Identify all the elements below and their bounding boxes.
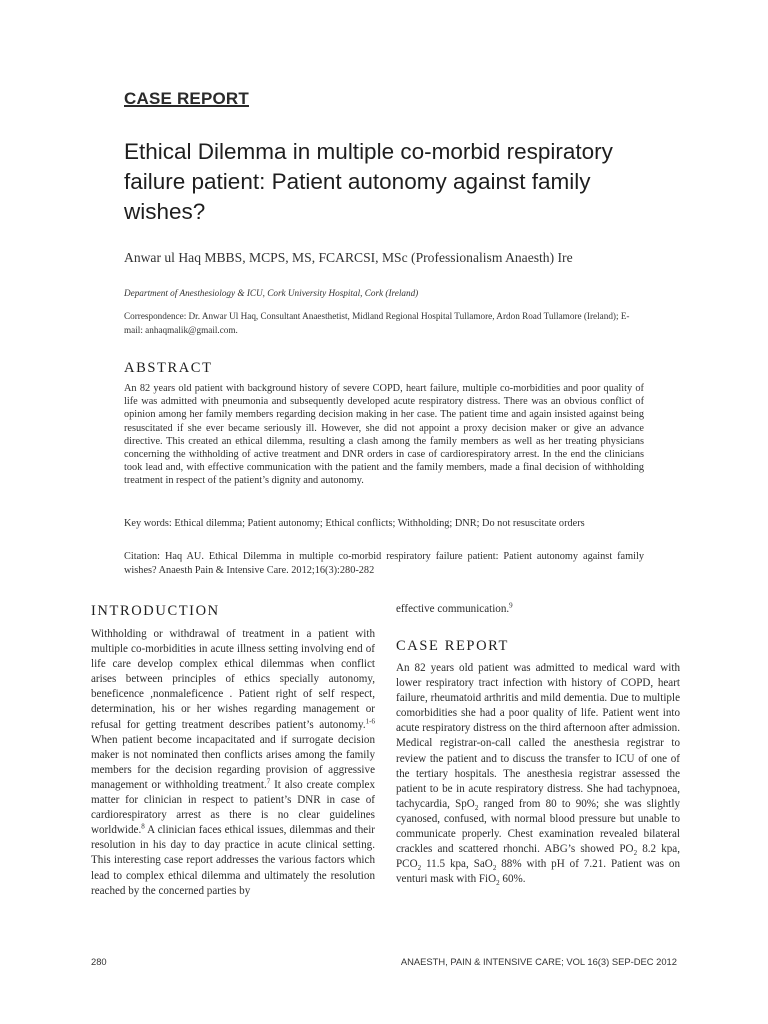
citation: Citation: Haq AU. Ethical Dilemma in multiple co-morbid respiratory failure patient: Patient autonomy against family wishes? Anaesth Pain & Intensive Care. 2012;16(3):280-282 — [124, 551, 644, 576]
introduction-continuation — [396, 602, 680, 617]
abstract-heading: ABSTRACT — [124, 360, 213, 376]
intro-ref-c: 8 — [141, 822, 145, 831]
journal-footer: ANAESTH, PAIN & INTENSIVE CARE; VOL 16(3) SEP-DEC 2012 — [400, 956, 677, 967]
article-type-label: CASE REPORT — [124, 89, 249, 108]
article-title: Ethical Dilemma in multiple co-morbid respiratory failure patient: Patient autonomy against family wishes? — [124, 139, 613, 224]
case-text-c: 8.2 kpa, PCO — [396, 843, 680, 871]
case-text-f: 60%. — [499, 873, 526, 886]
abstract-body — [124, 382, 644, 488]
intro-text-a: Withholding or withdrawal of treatment in a patient with multiple co-morbidities in acute illness setting involving end of life care develop complex ethical dilemmas when conflict arises between principles of ethics specially autonomy, beneficence ,nonmaleficence . Patient right of self respect, determination, his or her wishes regarding management or refusal for getting treatment describes patient’s autonomy. — [91, 628, 375, 731]
department-affiliation: Department of Anesthesiology & ICU, Cork University Hospital, Cork (Ireland) — [124, 288, 419, 298]
intro-ref-a: 1-6 — [365, 716, 375, 725]
intro-text-c: It also create complex matter for clinician in respect to patient’s DNR in case of cardiorespiratory arrest as there is no clear guidelines worldwide. — [91, 778, 375, 837]
case-text-d: 11.5 kpa, SaO — [421, 858, 493, 871]
subscript-2: 2 — [492, 864, 497, 873]
case-report-paragraph — [396, 661, 680, 887]
abstract-text: An 82 years old patient with background history of severe COPD, heart failure, multiple co-morbidities and poor quality of life was admitted with pneumonia and subsequently developed acute respiratory distress. There was an obvious conflict of opinion among her family members regarding decision making in her case. The patient time and again insisted against being resuscitated if she ever became seriously ill. However, she did not appoint a proxy decision maker or give an advance directive. This created an ethical dilemma, resulting a clash among the family members as well as her treating physicians concerning the withholding of active treatment and DNR orders in case of cardiorespiratory arrest. In the end the clinicians took lead and, with effective communication with the patient and the family members, made a final decision of withholding treatment in respect of the patient’s dignity and autonomy. — [124, 383, 644, 487]
introduction-heading: INTRODUCTION — [91, 603, 220, 619]
keywords: Key words: Ethical dilemma; Patient autonomy; Ethical conflicts; Withholding; DNR; Do not resuscitate orders — [124, 518, 585, 529]
correspondence: Correspondence: Dr. Anwar Ul Haq, Consultant Anaesthetist, Midland Regional Hospital Tullamore, Ardon Road Tullamore (Ireland); E-mail: anhaqmalik@gmail.com. — [124, 311, 630, 335]
author-line: Anwar ul Haq MBBS, MCPS, MS, FCARCSI, MSc (Professionalism Anaesth) Ire — [124, 250, 573, 265]
case-text-a: An 82 years old patient was admitted to medical ward with lower respiratory tract infection with history of COPD, heart failure, rheumatoid arthritis and mild dementia. Due to multiple comorbidities she had a poor quality of life. Patient went into acute respiratory distress on the third afternoon after admission. Medical registrar-on-call called the anesthesia registrar to review the patient and to discuss the transfer to ICU of one of the tertiary hospitals. The anesthesia registrar assessed the patient to be in acute respiratory distress. She had tachypnoea, tachycardia, SpO — [396, 662, 680, 810]
introduction-body — [91, 627, 375, 899]
intro-text-d: A clinician faces ethical issues, dilemmas and their resolution in his day to day practice in acute clinical setting. This interesting case report addresses the various factors which lead to complex ethical dilemma and ultimately the resolution reached by the concerned parties by — [91, 824, 375, 897]
intro-continuation-text: effective communication. — [396, 603, 510, 615]
page-number: 280 — [91, 956, 107, 967]
subscript-2: 2 — [496, 879, 500, 888]
case-text-e: 88% with pH of 7.21. Patient was on venturi mask with FiO — [396, 858, 680, 886]
case-text-b: ranged from 80 to 90%; she was slightly cyanosed, confused, with normal blood pressure but unable to communicate properly. Chest examination revealed bilateral crackles and scattered rhonchi. ABG’s showed PO — [396, 797, 680, 856]
intro-ref-cont: 9 — [509, 601, 513, 610]
intro-text-b: When patient become incapacitated and if surrogate decision maker is not nominated then conflicts arises among the family members for the decision regarding provision of aggressive management or withholding treatment. — [91, 733, 375, 791]
intro-ref-b: 7 — [266, 777, 271, 786]
introduction-paragraph — [91, 627, 375, 899]
case-report-body — [396, 661, 680, 887]
subscript-2: 2 — [633, 849, 638, 858]
subscript-2: 2 — [474, 804, 479, 813]
subscript-2: 2 — [417, 864, 422, 873]
case-report-heading: CASE REPORT — [396, 638, 510, 654]
